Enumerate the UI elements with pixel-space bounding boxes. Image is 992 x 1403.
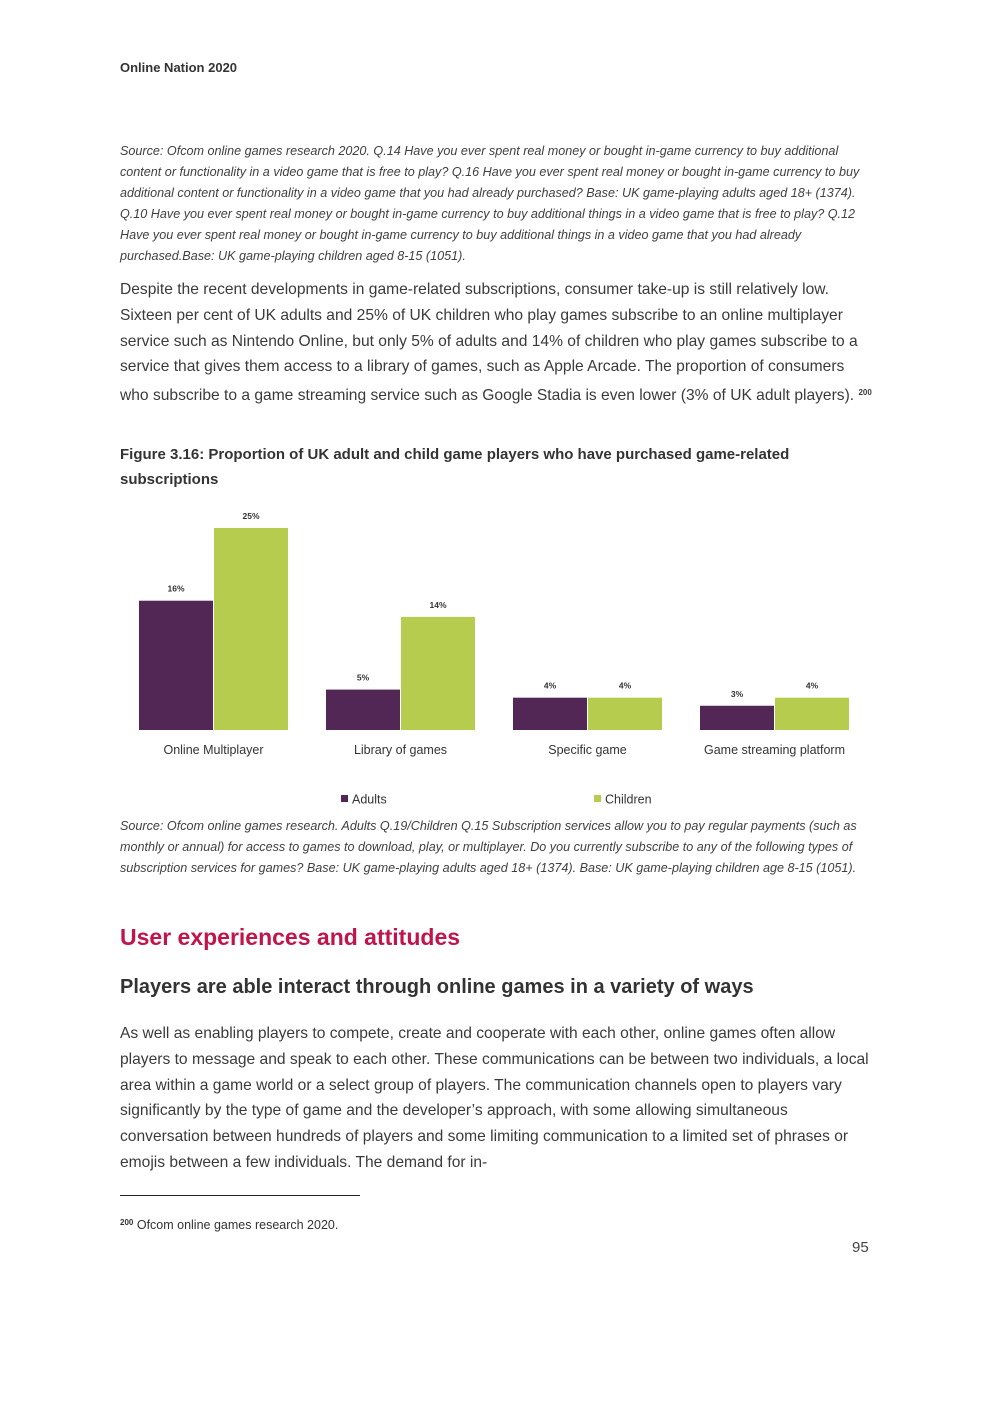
footnote-divider bbox=[120, 1195, 360, 1196]
bar-adults-2 bbox=[326, 690, 400, 730]
chart-svg bbox=[120, 500, 872, 820]
category-label-4: Game streaming platform bbox=[703, 743, 846, 757]
page-number: 95 bbox=[852, 1239, 869, 1256]
body-paragraph-subscriptions bbox=[120, 277, 872, 409]
document-header-title: Online Nation 2020 bbox=[120, 60, 238, 75]
bar-adults-3 bbox=[513, 698, 587, 730]
bar-children-3 bbox=[588, 698, 662, 730]
category-label-1: Online Multiplayer bbox=[163, 743, 264, 757]
figure-title: Figure 3.16: Proportion of UK adult and child game players who have purchased game-related subscriptions bbox=[120, 446, 790, 488]
section-heading: User experiences and attitudes bbox=[120, 924, 461, 950]
source-note-figure: Source: Ofcom online games research. Adults Q.19/Children Q.15 Subscription services allow you to pay regular payments (such as monthly or annual) for access to games to download, play, or multiplayer. Do you currently subscribe to any of the following types of subscription services for games? Base: UK game-playing adults aged 18+ (1374). Base: UK game-playing children age 8-15 (1051). bbox=[120, 819, 857, 875]
bar-children-1 bbox=[214, 528, 288, 730]
category-label-2: Library of games bbox=[353, 743, 448, 757]
data-label-adults-2: 5% bbox=[356, 672, 370, 683]
body-paragraph-communication: As well as enabling players to compete, create and cooperate with each other, online games often allow players to message and speak to each other. These communications can be between two individuals, a local area within a game world or a select group of players. The communication channels open to players vary significantly by the type of game and the developer’s approach, with some allowing simultaneous conversation between hundreds of players and some limiting communication to a limited set of phrases or emojis between a few individuals. The demand for in- bbox=[120, 1025, 869, 1171]
data-label-adults-1: 16% bbox=[167, 583, 185, 594]
bar-adults-1 bbox=[139, 601, 213, 730]
legend-label-adults: Adults bbox=[352, 792, 387, 807]
footnote-text: Ofcom online games research 2020. bbox=[136, 1218, 339, 1232]
data-label-children-2: 14% bbox=[429, 599, 447, 610]
footnote-number: 200 bbox=[120, 1218, 134, 1227]
category-label-3: Specific game bbox=[548, 743, 627, 757]
paragraph-text: Despite the recent developments in game-related subscriptions, consumer take-up is still relatively low. Sixteen per cent of UK adults and 25% of UK children who play games subscribe to an online multiplayer service such as Nintendo Online, but only 5% of adults and 14% of children who play games subscribe to a service that gives them access to a library of games, such as Apple Arcade. The proportion of consumers who subscribe to a game streaming service such as Google Stadia is even lower (3% of UK adult players). bbox=[120, 281, 858, 405]
data-label-adults-4: 3% bbox=[730, 688, 744, 699]
legend-swatch-adults bbox=[341, 795, 348, 802]
source-note-top: Source: Ofcom online games research 2020. Q.14 Have you ever spent real money or bought in-game currency to buy additional content or functionality in a video game that is free to play? Q.16 Have you ever spent real money or bought in-game currency to buy additional content or functionality in a video game that you had already purchased? Base: UK game-playing adults aged 18+ (1374). Q.10 Have you ever spent real money or bought in-game currency to buy additional things in a video game that is free to play? Q.12 Have you ever spent real money or bought in-game currency to buy additional things in a video game that you had already purchased.Base: UK game-playing children aged 8-15 (1051). bbox=[120, 144, 860, 263]
bar-children-2 bbox=[401, 617, 475, 730]
data-label-children-4: 4% bbox=[805, 680, 819, 691]
bar-children-4 bbox=[775, 698, 849, 730]
subscriptions-bar-chart bbox=[120, 500, 872, 820]
footnote bbox=[120, 1218, 338, 1232]
data-label-children-1: 25% bbox=[242, 511, 260, 521]
legend-swatch-children bbox=[594, 795, 601, 802]
legend-label-children: Children bbox=[605, 792, 652, 807]
data-label-children-3: 4% bbox=[618, 680, 632, 691]
bar-adults-4 bbox=[700, 706, 774, 730]
sub-heading: Players are able interact through online games in a variety of ways bbox=[120, 976, 754, 998]
footnote-reference[interactable]: 200 bbox=[858, 388, 872, 398]
data-label-adults-3: 4% bbox=[543, 680, 557, 691]
